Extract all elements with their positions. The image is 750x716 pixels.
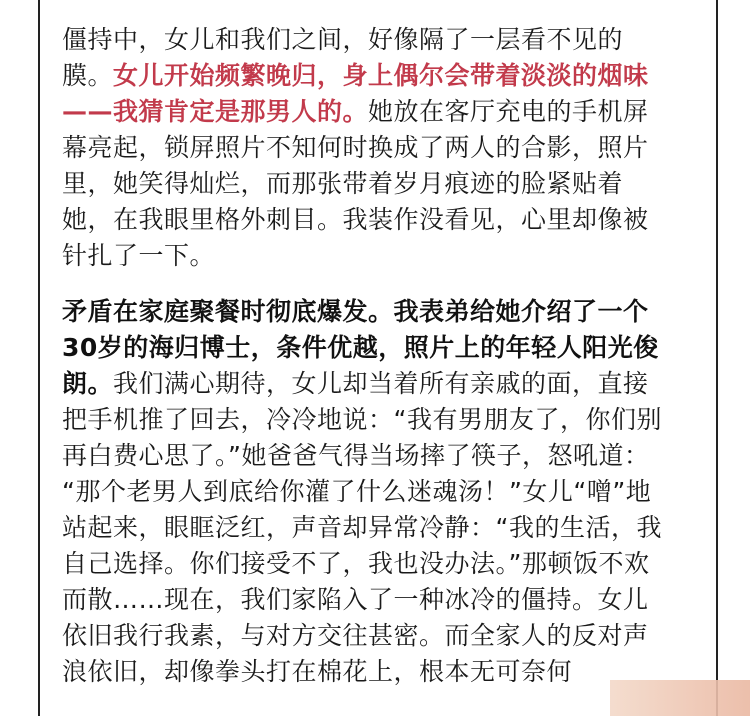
text-segment: 膜。 [62, 61, 114, 90]
bold-text: 朗。 [62, 369, 114, 398]
text-segment: 我们满心期待，女儿却当着所有亲戚的面，直接 [113, 369, 649, 398]
text-line: 她，在我眼里格外刺目。我装作没看见，心里却像被 [62, 205, 649, 234]
text-line: 依旧我行我素，与对方交往甚密。而全家人的反对声 [62, 621, 649, 650]
text-line: 针扎了一下。 [62, 241, 216, 270]
text-line: 僵持中，女儿和我们之间，好像隔了一层看不见的 [62, 25, 624, 54]
highlighted-text: ——我猜肯定是那男人的。 [62, 97, 369, 126]
text-line [62, 94, 702, 130]
text-line: 里，她笑得灿烂，而那张带着岁月痕迹的脸紧贴着 [62, 169, 624, 198]
text-line: 站起来，眼眶泛红，声音却异常冷静：“我的生活，我 [62, 513, 662, 542]
text-line: 幕亮起，锁屏照片不知何时换成了两人的合影，照片 [62, 133, 649, 162]
highlighted-text: 女儿开始频繁晚归，身上偶尔会带着淡淡的烟味 [113, 61, 649, 90]
text-line: 再白费心思了。”她爸爸气得当场摔了筷子，怒吼道： [62, 441, 650, 470]
text-line: 而散……现在，我们家陷入了一种冰冷的僵持。女儿 [62, 585, 649, 614]
text-line: 自己选择。你们接受不了，我也没办法。”那顿饭不欢 [62, 549, 650, 578]
bold-text-line: 30岁的海归博士，条件优越，照片上的年轻人阳光俊 [62, 333, 659, 362]
text-line [62, 58, 702, 94]
text-line: 把手机推了回去，冷冷地说：“我有男朋友了，你们别 [62, 405, 662, 434]
article-body [62, 22, 702, 690]
text-segment: 她放在客厅充电的手机屏 [368, 97, 649, 126]
text-line [62, 366, 702, 402]
corner-overlay [610, 680, 750, 716]
text-line: 浪依旧，却像拳头打在棉花上，根本无可奈何 [62, 657, 573, 686]
text-line: “那个老男人到底给你灌了什么迷魂汤！”女儿“噌”地 [62, 477, 652, 506]
bold-text-line: 矛盾在家庭聚餐时彻底爆发。我表弟给她介绍了一个 [62, 297, 649, 326]
paragraph-gap [62, 274, 702, 294]
